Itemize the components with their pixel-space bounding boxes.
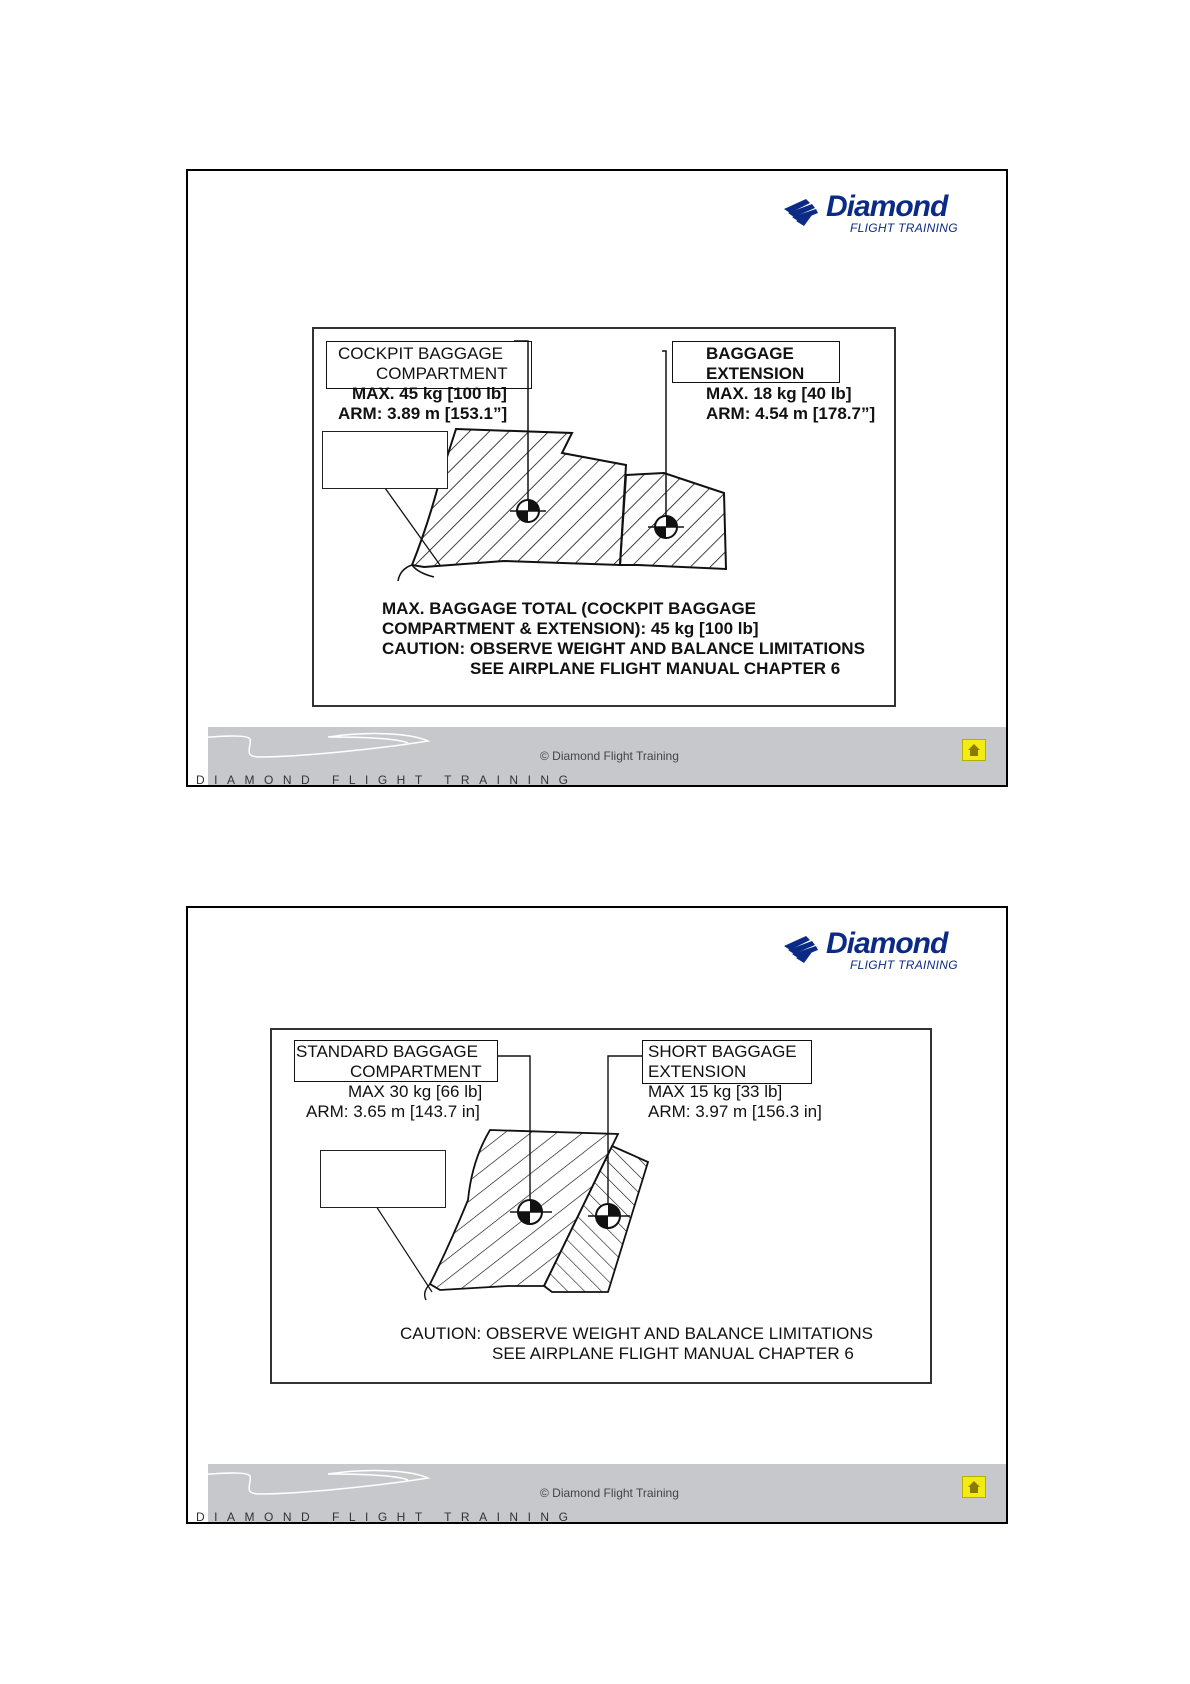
airplane-swoosh-graphic: [188, 1464, 488, 1504]
home-icon: [967, 1480, 981, 1494]
logo-wordmark: Diamond: [826, 927, 948, 960]
blank-label-box: [320, 1150, 446, 1208]
caution-line1: CAUTION: OBSERVE WEIGHT AND BALANCE LIMITATIONS: [382, 639, 865, 658]
right-arm: ARM: 3.97 m [156.3 in]: [648, 1102, 822, 1121]
logo-subtitle: FLIGHT TRAINING: [850, 958, 958, 972]
left-label-line1: COCKPIT BAGGAGE: [338, 344, 504, 363]
diamond-logo: [782, 191, 962, 237]
footer-copyright: © Diamond Flight Training: [540, 749, 679, 763]
home-button[interactable]: [962, 1476, 986, 1498]
max-total-line1: MAX. BAGGAGE TOTAL (COCKPIT BAGGAGE: [382, 599, 757, 618]
slide-1: [186, 169, 1008, 787]
caution-line1: CAUTION: OBSERVE WEIGHT AND BALANCE LIMITATIONS: [400, 1324, 873, 1343]
right-label-line1: BAGGAGE: [706, 344, 794, 363]
footer-brand-text: DIAMOND FLIGHT TRAINING: [196, 773, 578, 787]
max-total-line2: COMPARTMENT & EXTENSION): 45 kg [100 lb]: [382, 619, 759, 638]
left-max-weight: MAX 30 kg [66 lb]: [348, 1082, 483, 1101]
right-label-line1: SHORT BAGGAGE: [648, 1042, 797, 1061]
airplane-swoosh-graphic: [188, 727, 488, 767]
diamond-wing-logo-icon: [782, 195, 826, 227]
home-icon: [967, 743, 981, 757]
right-label-line2: EXTENSION: [706, 364, 805, 383]
footer-brand-text: DIAMOND FLIGHT TRAINING: [196, 1510, 578, 1524]
caution-line2: SEE AIRPLANE FLIGHT MANUAL CHAPTER 6: [470, 659, 841, 678]
left-label-line2: COMPARTMENT: [376, 364, 508, 383]
left-arm: ARM: 3.65 m [143.7 in]: [306, 1102, 480, 1121]
left-max-weight: MAX. 45 kg [100 lb]: [352, 384, 507, 403]
footer-copyright: © Diamond Flight Training: [540, 1486, 679, 1500]
diamond-logo: [782, 928, 962, 974]
baggage-diagram-2: [270, 1028, 932, 1384]
slide-footer: [188, 727, 1006, 785]
caution-line2: SEE AIRPLANE FLIGHT MANUAL CHAPTER 6: [492, 1344, 854, 1363]
diamond-wing-logo-icon: [782, 932, 826, 964]
right-arm: ARM: 4.54 m [178.7”]: [706, 404, 876, 423]
right-label-line2: EXTENSION: [648, 1062, 747, 1081]
logo-subtitle: FLIGHT TRAINING: [850, 221, 958, 235]
baggage-diagram-1: [312, 327, 896, 707]
slide-footer: [188, 1464, 1006, 1522]
right-max-weight: MAX. 18 kg [40 lb]: [706, 384, 852, 403]
slide-2: [186, 906, 1008, 1524]
logo-wordmark: Diamond: [826, 190, 948, 223]
home-button[interactable]: [962, 739, 986, 761]
left-arm: ARM: 3.89 m [153.1”]: [338, 404, 508, 423]
left-label-line1: STANDARD BAGGAGE: [296, 1042, 478, 1061]
right-max-weight: MAX 15 kg [33 lb]: [648, 1082, 783, 1101]
left-label-line2: COMPARTMENT: [350, 1062, 482, 1081]
blank-label-box: [322, 431, 448, 489]
